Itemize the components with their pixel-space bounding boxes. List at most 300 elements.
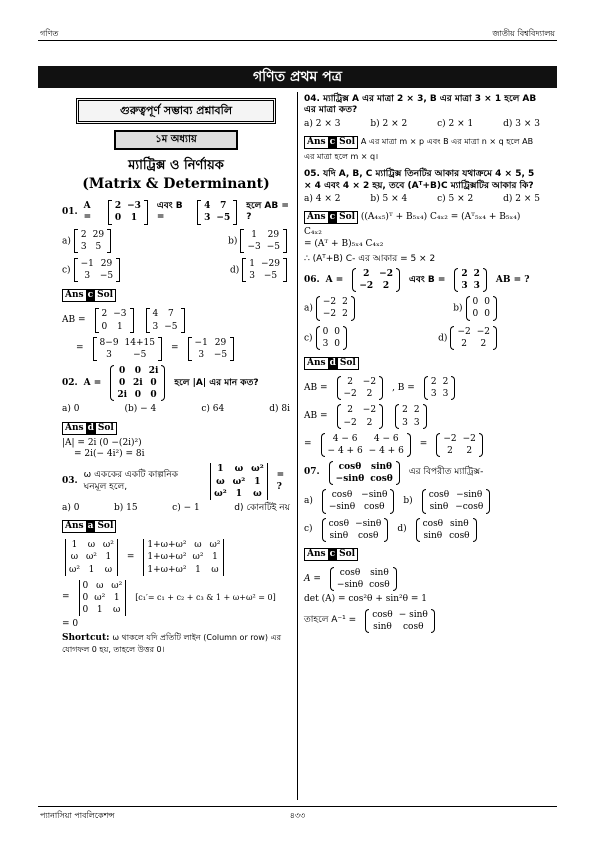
chapter-box: ১ম অধ্যায় [114, 130, 238, 151]
matrix-cell: cosθ [338, 461, 362, 472]
question-01 [62, 199, 290, 225]
solution-line: AB = 2 −2 −2 2 , B = 2 2 3 3 [304, 375, 540, 401]
matrix-body [454, 326, 493, 350]
solution-line: তাহলে A⁻¹ = cosθ − sinθ sinθ cosθ [304, 608, 540, 634]
matrix-cell: −2 [379, 269, 393, 279]
bracket-right [283, 229, 287, 253]
matrix-cell: 1 [195, 564, 201, 575]
matrix-body [99, 308, 130, 332]
matrix-cell: 2 [473, 269, 480, 279]
matrix-cell: 1 [235, 488, 243, 499]
topic-title [62, 158, 290, 193]
matrix-cell: ω² [85, 552, 97, 563]
matrix [395, 404, 426, 428]
matrix-body [356, 268, 396, 292]
determinant [143, 539, 224, 575]
matrix-cell: 0 [119, 365, 126, 376]
question-06: 06. A = 2 −2 −2 2 এবং B = 2 2 3 3 AB = ? [304, 269, 530, 292]
matrix-body [326, 489, 391, 513]
answer-key: c [329, 212, 336, 222]
matrix-body [470, 296, 493, 320]
matrix-cell: 2 [461, 269, 468, 279]
matrix-body [97, 337, 158, 361]
matrix-cell: 4 [152, 309, 159, 320]
matrix-cell: 4 − 6 [373, 433, 399, 444]
q-text: এবং B = [156, 201, 183, 223]
topic-bn: ম্যাট্রিক্স ও নির্ণায়ক [128, 158, 224, 174]
question-03: 03. ω এককের একটি কাল্পনিক ঘনমূল হলে, 1 ω ω² ω ω² 1 ω² 1 ω = ? [62, 464, 285, 499]
option-d: d) 1 −29 3 −5 [230, 257, 290, 283]
options-row: a) 0 b) 15 c) − 1 d) কোনটিই নয় [62, 502, 290, 513]
bracket-right [230, 337, 234, 361]
matrix-cell: 1 [217, 464, 224, 475]
answer-badge: Ans d Sol [304, 357, 359, 370]
matrix [321, 433, 411, 457]
matrix-cell: −2 [476, 326, 490, 337]
bracket-right [233, 200, 237, 224]
matrix-cell: 3 [152, 321, 159, 332]
matrix-cell: 0 [150, 378, 157, 389]
matrix-body [341, 404, 380, 428]
page-number: ৪৩৩ [289, 811, 306, 820]
matrix-cell: −5 [266, 241, 280, 252]
matrix-cell: 7 [168, 309, 174, 320]
solution-line: = 0 ω ω² 0 ω² 1 0 1 ω [c₁′= c₁ + c₂ + c₃ & 1 + ω+ω² = 0] [62, 580, 276, 616]
answer-badge: Ans c Sol [304, 211, 358, 224]
matrix-body [341, 376, 380, 400]
shortcut-note: Shortcut: ω থাকলে যদি প্রতিটি লাইন (Column or row) এর যোগফল 0 হয়, তাহলে উত্তর 0। [62, 633, 281, 654]
matrix-cell: 1+ω+ω² [147, 552, 187, 563]
option-c: c) −1 29 3 −5 [62, 257, 123, 283]
q-number: 01. [62, 206, 78, 217]
bracket-right [158, 337, 162, 361]
matrix-cell: 1+ω+ω² [147, 564, 187, 575]
solution-line: ∴ (Aᵀ+B) C- এর আকার = 5 × 2 [304, 253, 436, 264]
matrix-cell: −2 [362, 377, 377, 388]
matrix [450, 326, 497, 350]
matrix-cell: −5 [164, 321, 178, 332]
matrix-body [150, 308, 181, 332]
matrix-cell: −sinθ [336, 580, 364, 591]
bracket-right [351, 296, 355, 320]
bracket-right [107, 229, 111, 253]
bracket-right [431, 609, 435, 633]
matrix-cell: 1 [96, 605, 103, 616]
matrix-cell: ω² [232, 476, 246, 487]
matrix [93, 337, 162, 361]
matrix-cell: 1 [71, 540, 78, 551]
matrix-cell: −sinθ [335, 474, 365, 485]
options-row: a) 4 × 2 b) 5 × 4 c) 5 × 2 d) 2 × 5 [304, 193, 540, 204]
matrix-cell: 0 [134, 365, 141, 376]
question-02: 02. A = 0 0 2i 0 2i 0 2i 0 0 হলে |A| এর মান কত? [62, 365, 259, 401]
bracket-right [379, 404, 383, 428]
bracket-right [473, 518, 477, 542]
matrix [74, 258, 121, 282]
matrix-cell: 1 [254, 476, 261, 487]
matrix [188, 337, 235, 361]
matrix-cell: ω² [94, 592, 106, 603]
matrix-body [326, 518, 385, 542]
matrix-cell: −1 [194, 337, 208, 348]
matrix-cell: ω [211, 564, 219, 575]
matrix-cell: 7 [220, 201, 227, 212]
bracket-right [396, 268, 400, 292]
matrix-cell: −3 [247, 241, 261, 252]
matrix-cell: cosθ [328, 518, 350, 529]
bracket-right [161, 365, 165, 401]
matrix-cell: ω [113, 605, 121, 616]
matrix-cell: 5 [95, 241, 102, 252]
matrix-cell: 0 [82, 592, 89, 603]
bracket-right [343, 326, 347, 350]
matrix-cell: 2 [101, 309, 108, 320]
matrix-cell: 2 [466, 445, 473, 456]
matrix-cell: −sinθ [355, 518, 382, 529]
q-text: হলে AB = ? [246, 201, 289, 223]
matrix-cell: 2 [413, 405, 420, 416]
answer-key: c [329, 136, 336, 147]
matrix-cell: cosθ [372, 609, 393, 620]
matrix-cell: 2 [382, 281, 390, 292]
matrix-cell: cosθ [428, 490, 450, 501]
matrix-cell: 8−9 [99, 337, 119, 348]
matrix-cell: −sinθ [361, 490, 388, 501]
matrix-cell: 29 [214, 337, 227, 348]
solution-line: = 2i(− 4i²) = 8i [74, 449, 145, 460]
matrix-cell: ω [87, 540, 96, 551]
matrix-cell: ω [216, 476, 225, 487]
matrix-cell: 3 [402, 417, 408, 428]
matrix-cell: 2 [347, 377, 354, 388]
matrix-cell: cosθ [449, 530, 470, 541]
bracket-right [390, 489, 394, 513]
solution-result: = 0 [62, 619, 79, 630]
matrix-body [458, 268, 483, 292]
matrix-cell: 1 [212, 552, 218, 563]
matrix-cell: 2 [402, 405, 408, 416]
matrix-cell: 3 [249, 271, 255, 282]
options-row [62, 257, 290, 283]
options-row: c) cosθ −sinθ sinθ cosθ d) cosθ sinθ sinθ cosθ [304, 517, 540, 543]
options-row [304, 295, 540, 321]
matrix-cell: 2 [447, 445, 453, 456]
matrix-cell: 2 [461, 338, 467, 349]
matrix-cell: −2 [322, 297, 337, 308]
bracket-right [479, 433, 483, 457]
matrix-body [420, 518, 473, 542]
option-a: a) −2 2 −2 2 [304, 295, 358, 321]
matrix [466, 296, 497, 320]
bracket-right [181, 308, 185, 332]
question-04: 04. ম্যাট্রিক্স A এর মাত্রা 2 × 3, B এর মাত্রা 3 × 1 হলে AB এর মাত্রা কত? [304, 94, 537, 116]
matrix-cell: sinθ [329, 530, 349, 541]
matrix [74, 229, 111, 253]
matrix-body [426, 489, 487, 513]
answer-key: c [329, 548, 336, 559]
matrix-cell: cosθ [403, 621, 424, 632]
matrix-cell: 2 [363, 269, 370, 279]
matrix-cell: −5 [213, 349, 228, 360]
matrix-cell: 2 [114, 201, 122, 212]
left-column [62, 94, 290, 656]
matrix [242, 258, 287, 282]
matrix-cell: ω² [192, 552, 204, 563]
solution-line: det (A) = cos²θ + sin²θ = 1 [304, 594, 428, 605]
matrix [422, 489, 491, 513]
matrix-cell: 3 [473, 281, 480, 292]
paper-title-band: গণিত প্রথম পত্র [38, 66, 557, 88]
matrix-cell: 1 [88, 564, 95, 575]
matrix [337, 376, 384, 400]
solution-line: = 8−9 14+15 3 −5 = −1 29 3 −5 [62, 336, 290, 362]
matrix-cell: 3 [198, 349, 205, 360]
matrix-body [369, 609, 431, 633]
matrix-cell: −1 [80, 258, 94, 269]
bracket-right [393, 567, 397, 591]
bracket-right [483, 268, 487, 292]
matrix-cell: ω² [111, 580, 123, 591]
matrix-cell: sinθ [371, 461, 393, 472]
matrix [352, 268, 400, 292]
option-b: b) 1 29 −3 −5 [228, 228, 290, 254]
options-row [62, 228, 290, 254]
matrix-cell: −29 [261, 258, 280, 269]
options-row: a) cosθ −sinθ −sinθ cosθ b) cosθ −sinθ sinθ −cosθ [304, 488, 540, 514]
matrix-cell: 0 [334, 326, 341, 337]
matrix-cell: 3 [204, 213, 211, 224]
matrix-cell: −5 [133, 349, 147, 360]
matrix-cell: −sinθ [456, 490, 483, 501]
matrix [322, 518, 389, 542]
matrix-cell: 0 [82, 605, 89, 616]
matrix-cell: 0 [334, 338, 341, 349]
matrix-cell: 0 [119, 378, 126, 389]
matrix-body [244, 229, 283, 253]
bracket-right [125, 580, 126, 616]
page-footer [38, 806, 557, 821]
bracket-right [423, 404, 427, 428]
solution-line: Ans c Sol A এর মাত্রা m × p এবং B এর মাত্রা n × q হলে AB এর মাত্রা হলে m × q। [304, 136, 534, 161]
bracket-right [283, 258, 287, 282]
bracket-right [493, 326, 497, 350]
solution-line: A = cosθ sinθ −sinθ cosθ [304, 566, 540, 592]
matrix-cell: 0 [114, 213, 122, 224]
matrix-body [211, 463, 267, 499]
matrix-body [112, 200, 144, 224]
publisher: প্যানাসিয়া পাবলিকেশন্স [40, 811, 115, 820]
matrix-cell: −2 [359, 281, 374, 292]
matrix-cell: −2 [443, 433, 457, 444]
matrix-cell: 2 [342, 309, 348, 320]
matrix-cell: 2 [347, 405, 354, 416]
solution-line: C₄ₓ₂ [304, 227, 322, 238]
matrix-cell: ω² [209, 540, 221, 551]
matrix-cell: −5 [263, 271, 278, 282]
matrix-cell: −2 [362, 405, 377, 416]
determinant [210, 463, 268, 499]
matrix-cell: −5 [99, 271, 114, 282]
solution-line: = 4 − 6 4 − 6 − 4 + 6 − 4 + 6 = −2 −2 2 2 [304, 432, 540, 458]
answer-badge: Ans c Sol [304, 136, 358, 149]
matrix-body [440, 433, 479, 457]
matrix-body [320, 296, 351, 320]
matrix-cell: 0 [472, 309, 479, 320]
matrix-cell: −2 [343, 389, 357, 400]
answer-key: c [87, 290, 94, 301]
matrix-cell: 1 [113, 592, 120, 603]
matrix-cell: 29 [267, 229, 280, 240]
matrix [416, 518, 477, 542]
matrix-cell: sinθ [450, 518, 469, 529]
matrix-cell: ω [253, 488, 262, 499]
right-column [304, 94, 540, 636]
matrix-cell: ω² [251, 464, 264, 475]
bracket-right [130, 308, 134, 332]
matrix-cell: −sinθ [328, 502, 356, 513]
matrix [197, 200, 237, 224]
matrix-cell: 3 [106, 349, 112, 360]
matrix-cell: −2 [322, 309, 337, 320]
matrix-cell: ω [104, 564, 113, 575]
matrix-body [246, 258, 283, 282]
option-a: a) 2 29 3 5 [62, 228, 114, 254]
matrix-cell: 1 [117, 321, 123, 332]
bracket-right [407, 433, 411, 457]
matrix [330, 567, 397, 591]
bracket-right [384, 518, 388, 542]
bracket-right [486, 489, 490, 513]
solution-line: AB = 2 −2 −2 2 2 2 3 3 [304, 403, 540, 429]
matrix [316, 296, 355, 320]
matrix [454, 268, 487, 292]
solution-line: |A| = 2i (0 −(2i)²) [62, 437, 142, 448]
matrix-cell: −cosθ [455, 502, 484, 513]
matrix-body [428, 376, 451, 400]
matrix [322, 489, 395, 513]
matrix-cell: 2 [80, 229, 87, 240]
matrix-cell: − 4 + 6 [327, 445, 363, 456]
matrix [146, 308, 185, 332]
matrix [424, 376, 455, 400]
matrix-cell: sinθ [370, 568, 389, 579]
page-header [38, 26, 557, 41]
bracket-right [493, 296, 497, 320]
matrix-body [334, 567, 393, 591]
matrix-cell: 29 [92, 229, 105, 240]
matrix-cell: 2 [480, 338, 487, 349]
option-b: b) 0 0 0 0 [453, 295, 500, 321]
matrix-cell: cosθ [331, 490, 353, 501]
header-subject: গণিত [40, 29, 59, 38]
matrix-cell: 2 [342, 297, 348, 308]
matrix-cell: 29 [100, 258, 113, 269]
matrix-cell: − sinθ [398, 609, 428, 620]
matrix-cell: 1 [130, 213, 138, 224]
matrix-cell: cosθ [370, 474, 393, 485]
bracket-right [116, 258, 120, 282]
matrix-cell: 0 [150, 390, 157, 401]
matrix-cell: 3 [80, 241, 87, 252]
question-07: 07. cosθ sinθ −sinθ cosθ এর বিপরীত ম্যাট্রিক্স- [304, 461, 484, 485]
question-05: 05. যদি A, B, C ম্যাট্রিক্স তিনটির আকার যথাক্রমে 4 × 5, 5 × 4 এবং 4 × 2 হয়, তবে (Aᵀ+B)C ম্যাট্রিক্সটির আকার কি? [304, 169, 535, 191]
matrix-cell: 0 [82, 580, 89, 591]
matrix [436, 433, 483, 457]
bracket-right [117, 539, 118, 575]
bracket-right [267, 463, 268, 499]
matrix-cell: cosθ [364, 502, 385, 513]
matrix-cell: 2 [366, 417, 373, 428]
matrix-cell: sinθ [373, 621, 392, 632]
matrix-cell: ω² [214, 488, 227, 499]
options-row: a) 2 × 3 b) 2 × 2 c) 2 × 1 d) 3 × 3 [304, 118, 540, 129]
matrix-cell: 2 [430, 377, 437, 388]
matrix-cell: ω² [102, 540, 114, 551]
matrix-cell: −2 [343, 417, 357, 428]
matrix-cell: −3 [127, 201, 141, 212]
matrix-cell: 0 [134, 390, 141, 401]
matrix-cell: ω [70, 552, 79, 563]
matrix-body [144, 539, 223, 575]
matrix-cell: 0 [484, 297, 490, 308]
answer-key: d [329, 357, 336, 368]
matrix-cell: 1+ω+ω² [147, 540, 187, 551]
matrix [337, 404, 384, 428]
answer-badge: Ans d Sol [62, 422, 117, 435]
answer-badge: Ans c Sol [62, 289, 116, 302]
solution-line: Ans c Sol ((A₄ₓ₅)ᵀ + B₅ₓ₄) C₄ₓ₂ = (Aᵀ₅ₓ₄ + B₅ₓ₄) [304, 208, 540, 227]
matrix-cell: 0 [484, 309, 490, 320]
matrix-cell: 2 [442, 377, 449, 388]
answer-badge: Ans c Sol [304, 548, 358, 561]
solution-line: = (Aᵀ + B)₅ₓ₄ C₄ₓ₂ [304, 238, 384, 249]
matrix-cell: 0 [472, 297, 479, 308]
matrix-cell: ω² [69, 564, 80, 575]
matrix-cell: 4 [204, 201, 211, 212]
matrix-cell: 2i [117, 390, 128, 401]
matrix-body [192, 337, 231, 361]
matrix-body [201, 200, 233, 224]
option-d: d) −2 −2 2 2 [438, 325, 500, 351]
matrix-cell: −2 [457, 326, 471, 337]
matrix-cell: ω [194, 540, 202, 551]
matrix-cell: 2i [148, 365, 159, 376]
determinant [79, 580, 127, 616]
answer-badge: Ans a Sol [62, 520, 116, 533]
matrix [316, 326, 347, 350]
matrix-body [66, 539, 117, 575]
matrix-cell: ω [96, 580, 104, 591]
matrix-body [80, 580, 126, 616]
matrix-cell: 1 [105, 552, 112, 563]
matrix-body [325, 433, 407, 457]
matrix-cell: − 4 + 6 [368, 445, 404, 456]
section-box: গুরুত্বপূর্ণ সম্ভাব্য প্রশ্নাবলি [76, 98, 276, 124]
matrix-cell: 2 [366, 389, 373, 400]
matrix [95, 308, 134, 332]
options-row [304, 325, 540, 351]
matrix-cell: cosθ [369, 580, 390, 591]
matrix [240, 229, 287, 253]
matrix-cell: 0 [322, 326, 329, 337]
matrix-cell: 4 − 6 [332, 433, 358, 444]
solution-line: 1 ω ω² ω ω² 1 ω² 1 ω = 1+ω+ω² ω ω² 1+ω+ω² ω² 1 1+ω+ω² 1 ω [62, 538, 290, 576]
matrix-cell: 1 [251, 229, 257, 240]
bracket-right [144, 200, 148, 224]
matrix-cell: 3 [322, 338, 329, 349]
matrix-cell: −2 [462, 433, 476, 444]
column-divider [297, 92, 298, 800]
